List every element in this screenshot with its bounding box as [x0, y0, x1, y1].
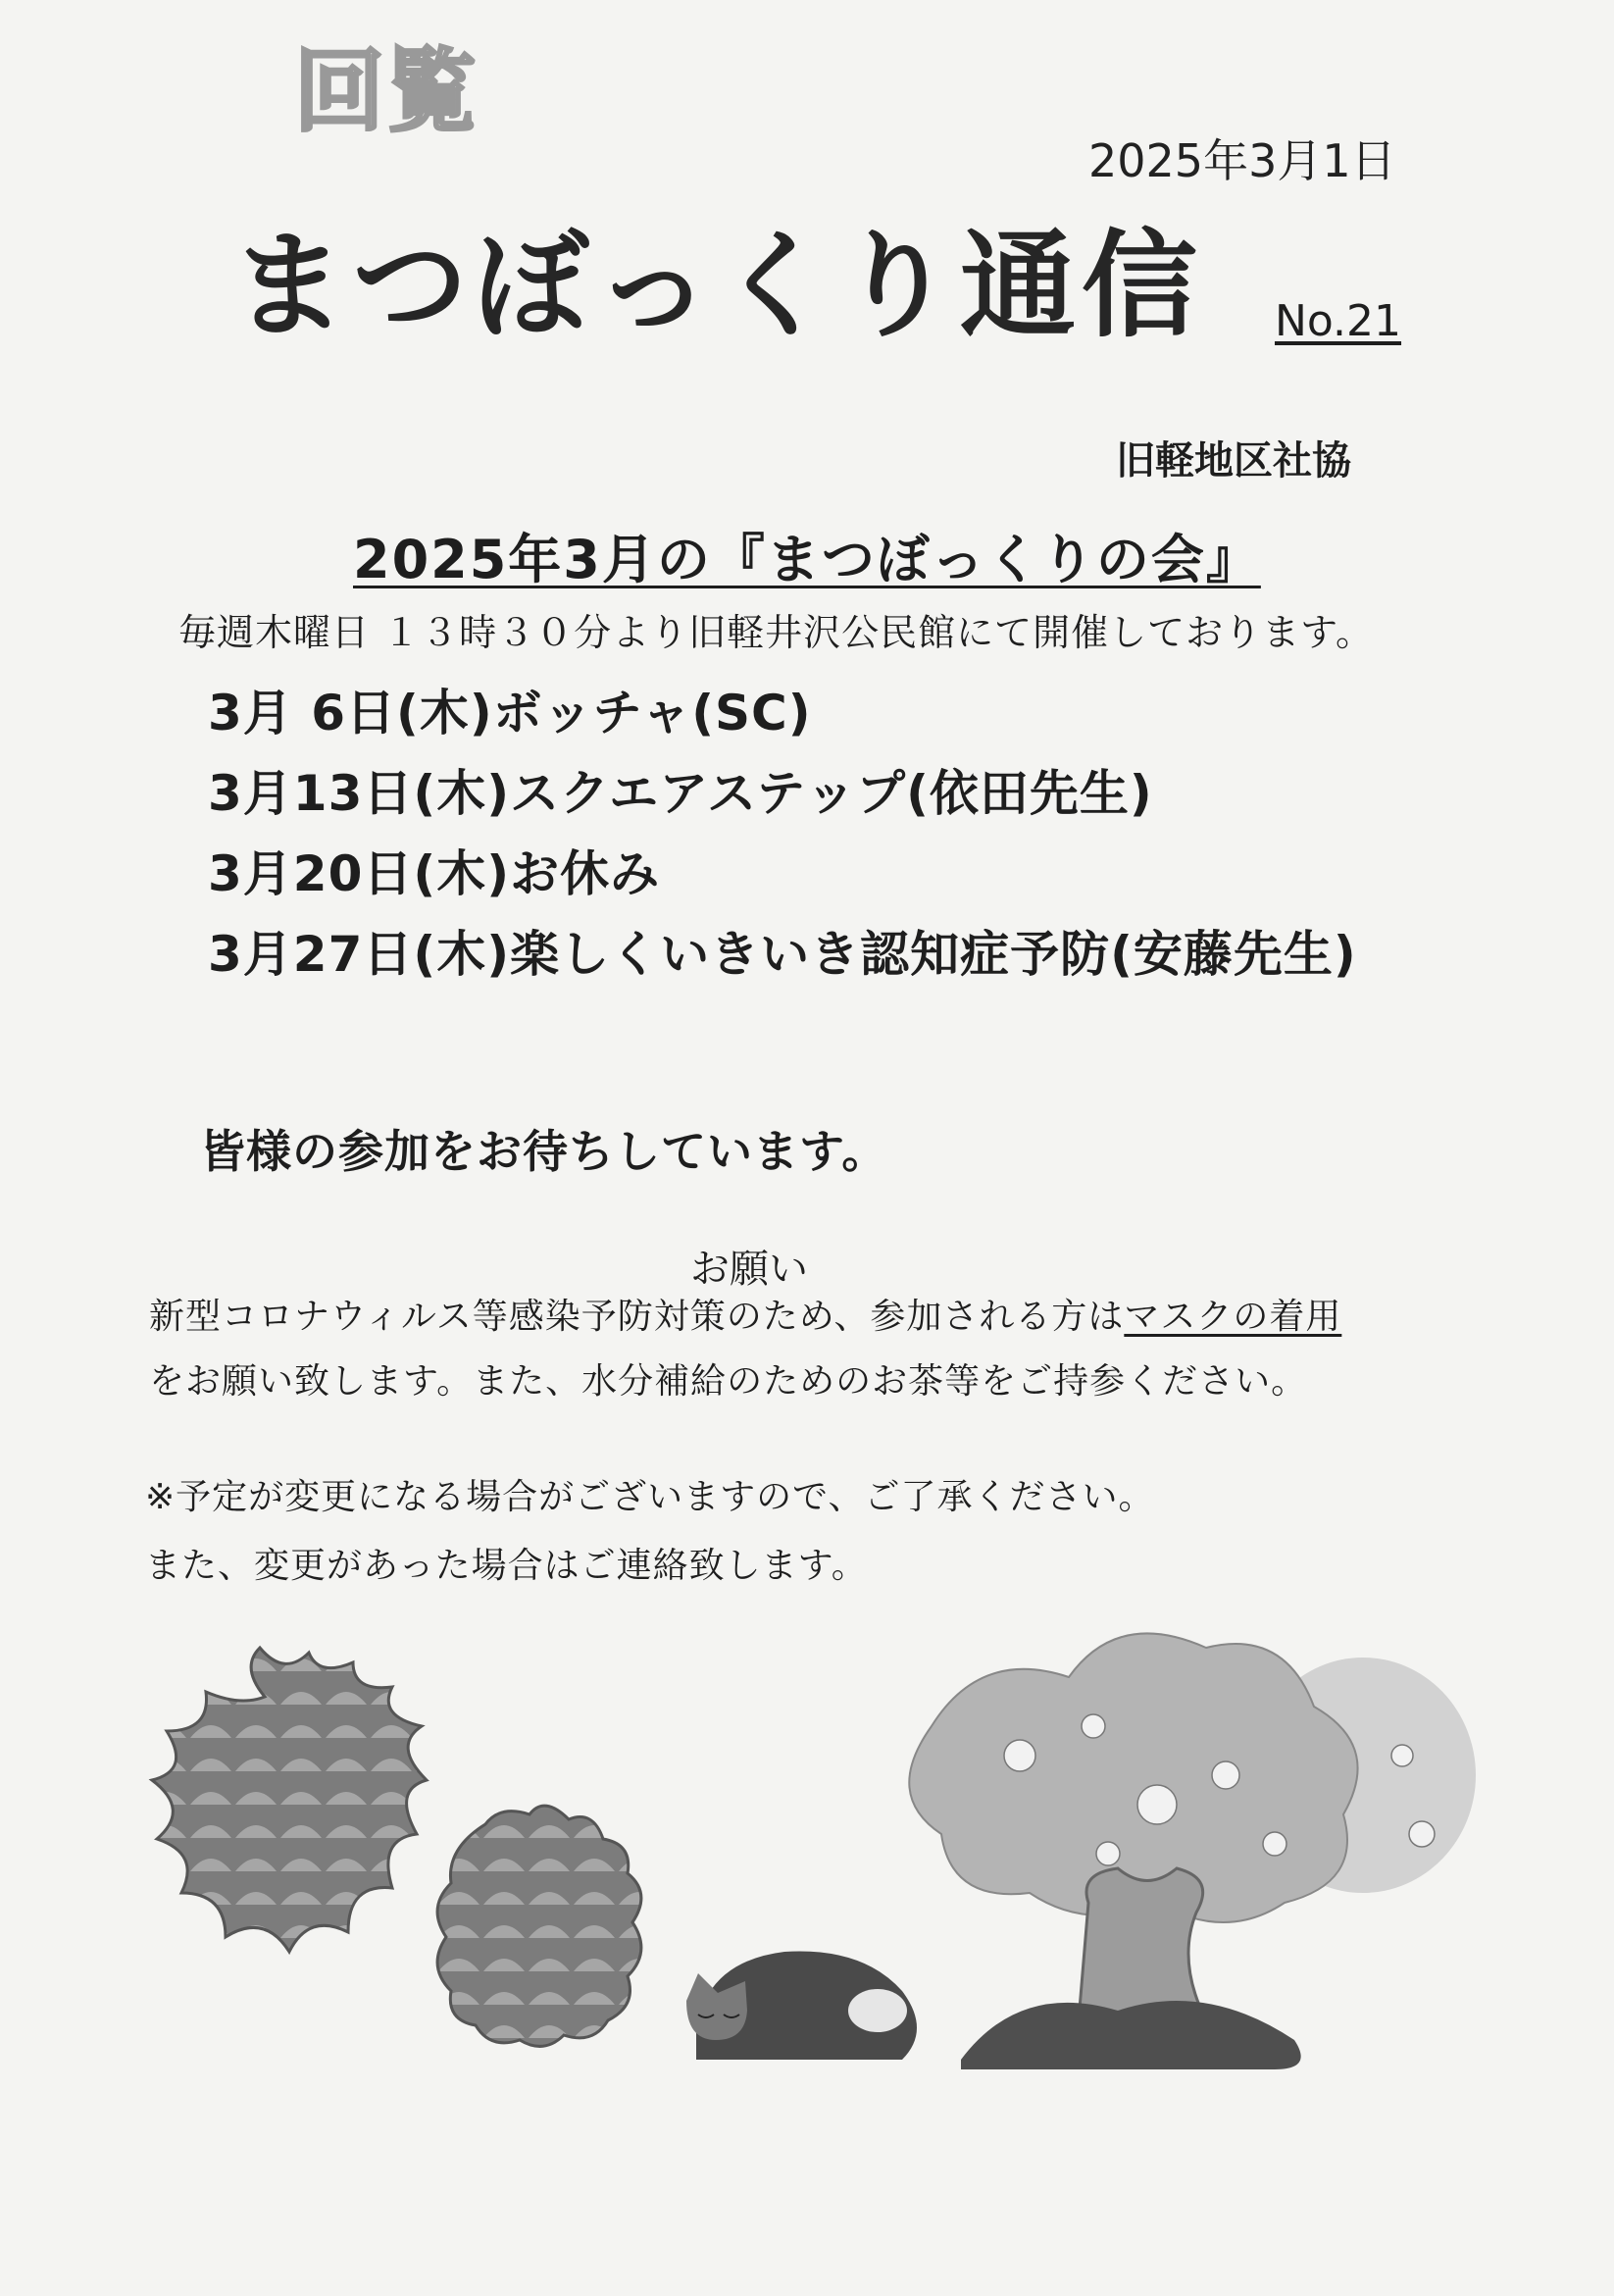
- request-line: をお願い致します。また、水分補給のためのお茶等をご持参ください。: [149, 1361, 1308, 1402]
- schedule-item: 3月 6日(木)ボッチャ(SC): [208, 685, 812, 741]
- issue-date: 2025年3月1日: [1088, 134, 1396, 187]
- notice-line: また、変更があった場合はご連絡致します。: [145, 1546, 868, 1586]
- request-line-prefix: 新型コロナウィルス等感染予防対策のため、参加される方は: [149, 1297, 1125, 1337]
- pine-cone-icon: [437, 1806, 641, 2046]
- cat-icon: [686, 1952, 917, 2061]
- decorative-illustration: [98, 1608, 1490, 2236]
- change-notice: [145, 1463, 1154, 1601]
- organization-name: 旧軽地区社協: [1116, 438, 1351, 484]
- request-title: お願い: [690, 1247, 808, 1292]
- pine-cone-icon: [152, 1648, 427, 1952]
- request-line: [149, 1285, 1341, 1350]
- schedule-list: [208, 673, 1357, 995]
- schedule-item: 3月20日(木)お休み: [208, 845, 661, 902]
- schedule-intro: 毎週木曜日 １３時３０分より旧軽井沢公民館にて開催しております。: [178, 611, 1375, 654]
- notice-line: ※予定が変更になる場合がございますので、ご了承ください。: [145, 1477, 1155, 1517]
- mask-emphasis: マスクの着用: [1124, 1297, 1342, 1337]
- circular-stamp: 回覧: [294, 38, 479, 144]
- issue-number: No.21: [1275, 296, 1402, 346]
- schedule-item: 3月27日(木)楽しくいきいき認知症予防(安藤先生): [208, 926, 1357, 983]
- newsletter-title: まつぼっくり通信: [230, 218, 1204, 353]
- schedule-item: 3月13日(木)スクエアステップ(依田先生): [208, 765, 1153, 822]
- welcome-message: 皆様の参加をお待ちしています。: [200, 1125, 888, 1178]
- request-text: [149, 1285, 1341, 1414]
- schedule-heading: 2025年3月の『まつぼっくりの会』: [353, 529, 1261, 590]
- blossom-tree-icon: [909, 1633, 1476, 2069]
